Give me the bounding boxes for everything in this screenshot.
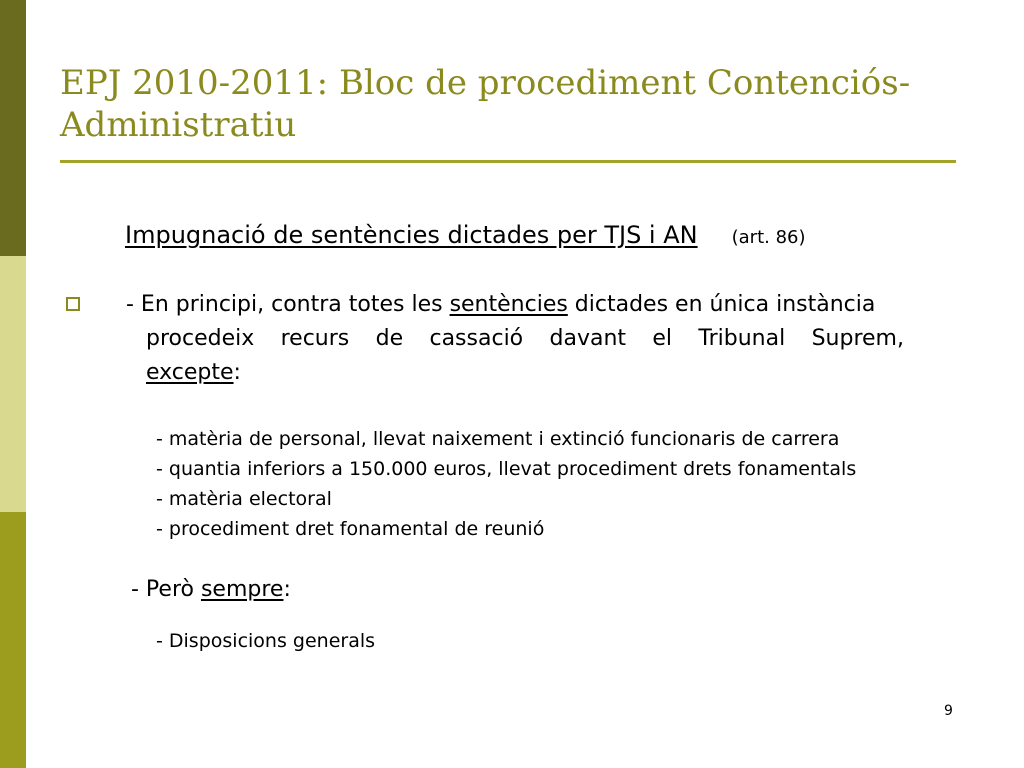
list-item: - matèria electoral bbox=[156, 488, 332, 510]
paragraph-line-3 bbox=[126, 356, 904, 390]
accent-bar-top-segment bbox=[0, 0, 26, 256]
excepte-underlined: excepte bbox=[146, 360, 234, 385]
list-item: - Disposicions generals bbox=[156, 630, 376, 652]
paragraph-line-1-suffix: dictades en única instància bbox=[567, 292, 876, 317]
left-accent-bar bbox=[0, 0, 26, 768]
paragraph-word: recurs bbox=[280, 326, 350, 351]
accent-bar-middle-segment bbox=[0, 256, 26, 512]
main-paragraph bbox=[126, 288, 904, 390]
paragraph-word: de bbox=[375, 326, 404, 351]
paragraph-word: davant bbox=[549, 326, 627, 351]
list-item: - procediment dret fonamental de reunió bbox=[156, 518, 545, 540]
paragraph-line-3-suffix: : bbox=[233, 360, 241, 385]
pero-suffix: : bbox=[283, 577, 291, 602]
list-item: - matèria de personal, llevat naixement i extinció funcionaris de carrera bbox=[156, 428, 840, 450]
exceptions-list bbox=[156, 424, 856, 544]
paragraph-line-1-prefix: - En principi, contra totes les bbox=[126, 292, 450, 317]
paragraph-word: el bbox=[652, 326, 673, 351]
article-reference: (art. 86) bbox=[731, 227, 806, 248]
page-number: 9 bbox=[944, 703, 953, 719]
pero-prefix: - Però bbox=[131, 577, 201, 602]
paragraph-word: Tribunal bbox=[698, 326, 786, 351]
accent-bar-bottom-segment bbox=[0, 512, 26, 768]
pero-sempre-heading bbox=[131, 573, 291, 607]
paragraph-line-2 bbox=[126, 322, 904, 356]
hollow-square-bullet-icon bbox=[66, 297, 80, 311]
paragraph-line-1 bbox=[126, 288, 904, 322]
sempre-underlined: sempre bbox=[200, 577, 284, 602]
subtitle-text: Impugnació de sentències dictades per TJS i AN bbox=[125, 221, 698, 249]
title-divider bbox=[60, 160, 956, 163]
sentencies-underlined: sentències bbox=[449, 292, 568, 317]
list-item: - quantia inferiors a 150.000 euros, llevat procediment drets fonamentals bbox=[156, 458, 857, 480]
paragraph-word: Suprem, bbox=[811, 326, 904, 351]
slide-title: EPJ 2010-2011: Bloc de procediment Contenciós-Administratiu bbox=[60, 63, 911, 145]
paragraph-word: procedeix bbox=[146, 326, 255, 351]
slide-subtitle bbox=[125, 218, 806, 255]
always-list bbox=[156, 626, 375, 656]
paragraph-word: cassació bbox=[429, 326, 524, 351]
